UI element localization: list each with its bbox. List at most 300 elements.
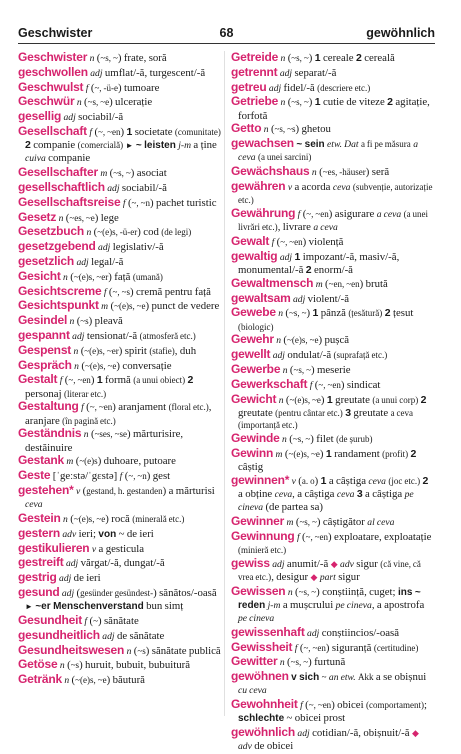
translation-text: pânză (318, 307, 349, 320)
dictionary-entry (231, 698, 435, 725)
grammar-label: adj (65, 558, 79, 570)
translation-text: companie (45, 152, 91, 165)
dictionary-entry (18, 125, 221, 166)
entry-headword: Gewitter (231, 654, 278, 669)
translation-text: ) furtună (308, 656, 346, 669)
grammar-label: m (101, 301, 109, 313)
dictionary-entry (18, 512, 221, 526)
sense-number: 1 (326, 393, 333, 406)
entry-headword: getreu (231, 79, 267, 94)
grammar-label: m (275, 448, 283, 460)
entry-headword: gewissenhaft (231, 624, 305, 639)
grammar-label: n (86, 227, 92, 239)
entry-headword: gewinnen* (231, 472, 290, 487)
translation-text: ) siguranță (325, 641, 374, 654)
translation-text: ( (268, 123, 275, 136)
sense-number: 1 (312, 307, 319, 320)
dictionary-entry (231, 180, 435, 206)
translation-text: personaj (25, 387, 64, 400)
gloss-note: (atmosferă etc.) (139, 330, 196, 341)
translation-text: ( (74, 315, 81, 328)
grammar-label: adj (90, 67, 103, 79)
sense-number: 3 (356, 487, 363, 500)
gloss-note: (minieră etc.) (238, 544, 287, 555)
gloss-note: (minerală etc.) (132, 513, 185, 524)
translation-text: ondulat/-ă (284, 349, 334, 362)
diamond-icon: ◆ (310, 571, 318, 582)
translation-text: ( (74, 586, 81, 599)
translation-text: umflat/-ă, turgescent/-ă (102, 66, 206, 79)
entry-headword: Gestank (18, 453, 64, 468)
grammar-label: a ceva (376, 208, 402, 220)
grammar-label: adj (107, 182, 120, 194)
translation-text: ( (295, 474, 302, 487)
dictionary-entry (18, 644, 221, 658)
translation-text: ) față (108, 270, 133, 283)
guide-word-left: Geschwister (18, 26, 93, 40)
translation-text: ) frate, soră (117, 52, 167, 64)
gloss-note: (de legi) (161, 227, 192, 238)
translation-text: de ieri (71, 572, 101, 585)
dictionary-entry (18, 400, 221, 426)
grammar-label: n (83, 429, 89, 441)
sense-number: 2 (25, 139, 31, 152)
dictionary-entry (231, 670, 435, 697)
grammar-label: n (59, 660, 65, 672)
dictionary-entry (18, 629, 221, 643)
gloss-note: ~, ~en (89, 402, 113, 413)
grammar-label: ceva (25, 499, 43, 511)
gloss-note: (certitudine) (373, 642, 419, 653)
gloss-note: (joc etc.) (388, 475, 421, 486)
translation-text: ( (285, 52, 292, 64)
entry-headword: Getriebe (231, 94, 279, 109)
dictionary-entry (231, 207, 435, 234)
phrase-example: v sich (291, 672, 320, 684)
entry-headword: Gewährung (231, 205, 296, 220)
grammar-label: pe cineva (238, 488, 414, 513)
gloss-note: (țesătură) (348, 308, 383, 319)
dictionary-entry (18, 81, 221, 95)
translation-text: ) pușcă (318, 334, 350, 347)
translation-text: , desigur (271, 570, 311, 583)
translation-text: ) gest (146, 470, 171, 483)
entry-headword: gewöhnlich (231, 725, 296, 740)
dictionary-entry (231, 66, 435, 80)
grammar-label: adj (292, 293, 306, 305)
translation-text: vărgat/-ă, dungat/-ă (78, 557, 165, 570)
grammar-label: f (119, 471, 123, 483)
grammar-label: f (89, 126, 93, 138)
gloss-note: gestand, h. gestanden (86, 485, 163, 496)
grammar-label: n (76, 97, 82, 109)
gloss-note: a. o (301, 475, 315, 486)
translation-text: ( (83, 401, 90, 414)
dictionary-entry (18, 51, 221, 65)
translation-text: ( (283, 307, 290, 320)
entry-headword: gewiss (231, 555, 270, 570)
dictionary-entry (18, 614, 221, 628)
grammar-label: f (297, 208, 301, 220)
dictionary-entry (18, 225, 221, 239)
dictionary-entry (231, 530, 435, 556)
translation-text: a acorda (292, 180, 333, 193)
translation-text: a obține (238, 487, 275, 500)
translation-text: ~ obicei prost (284, 712, 346, 725)
entry-headword: gestern (18, 525, 60, 540)
entry-headword: Gesundheit (18, 612, 83, 627)
entry-headword: Geschwister (18, 50, 88, 64)
translation-text: ) pleavă (88, 315, 123, 328)
gloss-note: (că vine, că vrea etc.) (238, 558, 421, 582)
translation-text: ( (78, 359, 85, 372)
translation-text: ) asigurare (328, 207, 377, 220)
grammar-label: f (81, 402, 84, 414)
dictionary-entry (18, 285, 221, 299)
dictionary-entry (18, 95, 221, 109)
translation-text: ) aranjament (112, 401, 169, 414)
translation-text: ) sindicat (340, 378, 381, 391)
translation-text: ) (308, 52, 315, 64)
gloss-note: ~s, ~ (291, 53, 309, 63)
translation-text: ( (94, 52, 101, 64)
translation-text: ) a mărturisi (162, 484, 215, 497)
gloss-note: ~s, ~ (293, 364, 311, 375)
grammar-label: n (64, 675, 70, 687)
phrase-example: ~ sein (296, 139, 325, 151)
grammar-label: adj (307, 627, 320, 639)
dictionary-entry (231, 432, 435, 446)
translation-text: ( (284, 656, 291, 669)
translation-text: ) conștiință, cuget; (316, 585, 398, 598)
dictionary-entry (18, 373, 221, 399)
translation-text: ( (283, 393, 290, 406)
grammar-label: adj (268, 82, 282, 94)
translation-text: a se obișnui (373, 671, 427, 684)
translation-text: greutate (332, 393, 373, 406)
phrase-example: schlechte (238, 713, 285, 725)
sense-number: 2 (387, 96, 393, 109)
translation-text: ( (131, 644, 138, 657)
translation-text: ( (78, 344, 85, 357)
grammar-label: f (59, 375, 63, 387)
entry-headword: gesetzlich (18, 253, 75, 268)
dictionary-entry (231, 363, 435, 377)
translation-text: agitație, forfotă (238, 96, 430, 122)
dictionary-entry (231, 235, 435, 249)
gloss-note: ~s, ~ (289, 308, 307, 319)
entry-headword: Gewächshaus (231, 164, 310, 179)
translation-text: ) sănătos/-oasă (153, 586, 217, 599)
gloss-note: ~(e)s, ~e (114, 301, 146, 312)
translation-text: ( (108, 300, 115, 313)
translation-text: ) punct de vedere (145, 300, 220, 313)
left-column (18, 51, 221, 688)
gloss-note: ~(e)s, ~e (75, 675, 107, 686)
translation-text: ( (299, 530, 306, 543)
translation-text: ( (125, 196, 132, 209)
gloss-note: ~(e)s, ~er (73, 271, 109, 282)
grammar-label: n (276, 335, 282, 347)
gloss-note: ~, ~en (280, 236, 303, 247)
translation-text: a câștiga (326, 474, 369, 487)
translation-text: ) meserie (310, 363, 351, 376)
entry-headword: Gestalt (18, 372, 58, 387)
grammar-label: m (286, 516, 294, 528)
entry-headword: gestehen* (18, 482, 74, 497)
dictionary-entry (231, 626, 435, 640)
translation-text: ( (63, 211, 70, 224)
translation-text: ( (312, 378, 319, 391)
gloss-note: ~s (70, 660, 80, 671)
arrow-icon: ► (125, 141, 134, 151)
guide-word-right: gewöhnlich (366, 26, 435, 40)
entry-headword: Getöse (18, 657, 58, 672)
sense-number: 1 (314, 52, 321, 64)
grammar-label: v (287, 181, 293, 193)
translation-text: ( (73, 455, 80, 468)
gloss-note: ~s, ~e (87, 97, 110, 108)
gloss-note: ~s, ~ (291, 97, 309, 108)
grammar-label: n (126, 645, 132, 657)
gloss-note: ~(e)s, ~e (73, 513, 106, 524)
grammar-label: ceva (274, 488, 293, 500)
entry-headword: getrennt (231, 64, 278, 79)
entry-headword: Gewinde (231, 430, 280, 445)
grammar-label: adv (238, 741, 252, 753)
entry-headword: gewellt (231, 347, 271, 362)
dictionary-entry (18, 454, 221, 468)
grammar-label: adj (272, 558, 285, 570)
entry-headword: gewachsen (231, 136, 294, 151)
gloss-note: ~, ~en (98, 126, 121, 137)
dictionary-entry (18, 542, 221, 556)
translation-text: a gesticula (96, 542, 145, 555)
grammar-label: part (319, 571, 336, 583)
entry-headword: gespannt (18, 327, 70, 342)
dictionary-entry (18, 240, 221, 254)
grammar-label: ceva (332, 181, 351, 193)
entry-headword: gewöhnen (231, 669, 289, 684)
dictionary-entry (231, 277, 435, 291)
gloss-note: (în pagină etc.) (62, 415, 116, 426)
translation-text: , aranjare (25, 401, 212, 427)
translation-text: ( (106, 285, 113, 298)
translation-text: ) tumoare (118, 81, 160, 94)
sense-number: 1 (126, 125, 133, 138)
entry-headword: Gesichtspunkt (18, 298, 99, 313)
grammar-label: adj (279, 67, 293, 79)
translation-text: de sănătate (114, 629, 165, 642)
entry-headword: Geschwulst (18, 79, 84, 94)
gloss-note: ~(e)s, -ü-er (97, 227, 138, 238)
entry-headword: Gewissen (231, 583, 286, 598)
gloss-note: a fi pe măsura (360, 139, 411, 150)
translation-text: țesut (390, 307, 414, 320)
header-rule (18, 43, 435, 44)
translation-text: ) huruit, bubuit, bubuitură (79, 659, 191, 672)
gloss-note: ~(e)s, ~e (289, 394, 321, 405)
translation-text: ) sănătate (97, 614, 139, 627)
translation-text: ( (122, 470, 129, 483)
grammar-label: adj (59, 573, 72, 585)
grammar-label: al ceva (367, 516, 395, 528)
dictionary-entry (18, 270, 221, 284)
gloss-note: ~s, ~s (274, 124, 296, 135)
grammar-label: m (66, 456, 74, 468)
dictionary-entry (18, 527, 221, 541)
translation-text: ( (80, 484, 87, 497)
entry-headword: Gesindel (18, 313, 68, 328)
translation-text: ( (107, 167, 114, 180)
entry-headword: Gesetzbuch (18, 224, 85, 239)
translation-text: sociabil/-ă (119, 181, 167, 194)
translation-text: ( (64, 659, 71, 672)
gloss-note: (descriere etc.) (317, 82, 371, 93)
grammar-label: adj (98, 242, 111, 254)
gloss-note: (comercială) (77, 140, 124, 151)
translation-text: , a apostrofa (371, 598, 425, 611)
translation-text: ( (67, 512, 74, 525)
dictionary-entry (231, 655, 435, 669)
dictionary-entry (231, 95, 435, 121)
entry-headword: Gewinnung (231, 528, 295, 543)
dictionary-entry (18, 110, 221, 124)
gloss-note: ~, ~en (308, 700, 332, 711)
entry-headword: Gewicht (231, 391, 277, 406)
entry-headword: Gespenst (18, 342, 72, 357)
translation-text: bun simț (143, 600, 184, 613)
grammar-label: n (311, 167, 317, 179)
translation-text: ; (423, 699, 427, 712)
grammar-label: f (271, 236, 275, 248)
grammar-label: n (278, 394, 284, 406)
dictionary-entry (18, 166, 221, 180)
gloss-note: ~, -ü-e (94, 82, 118, 93)
sense-number: 2 (187, 374, 194, 387)
translation-text: ( (293, 515, 300, 528)
grammar-label: n (263, 124, 269, 136)
grammar-label: cu ceva (238, 685, 267, 697)
entry-headword: Gewinn (231, 445, 274, 460)
grammar-label: adj (61, 587, 75, 599)
grammar-label: n (278, 308, 284, 320)
grammar-label: ceva (368, 475, 386, 487)
dictionary-entry (231, 515, 435, 529)
gloss-note: ~, ~n (131, 197, 150, 208)
gloss-note: ~s, ~ (298, 586, 317, 597)
entry-headword: Gewohnheit (231, 697, 298, 712)
dictionary-entry (18, 344, 221, 358)
entry-headword: Gewerbe (231, 361, 281, 376)
dictionary-entry (231, 137, 435, 164)
translation-text: ) mărturisire, destăinuire (25, 428, 184, 454)
translation-text: ( (316, 166, 323, 179)
entry-headword: Gesellschafter (18, 165, 98, 180)
grammar-label: n (280, 53, 286, 64)
entry-headword: Geschwür (18, 94, 75, 109)
entry-headword: Gewinner (231, 513, 285, 528)
translation-text: ) cod (137, 226, 162, 239)
phrase-example: von (98, 528, 117, 540)
phrase-example: ~er Menschenverstand (35, 601, 144, 613)
grammar-label: v (291, 475, 296, 487)
gloss-note: ~en, ~en (328, 278, 360, 289)
translation-text: greutate (238, 406, 276, 419)
translation-text: ) filet (310, 432, 337, 445)
translation-text: ) (314, 474, 321, 487)
gloss-note: (stafie) (149, 345, 175, 356)
grammar-label: n (280, 97, 286, 109)
dictionary-entry (18, 66, 221, 80)
sense-number: 2 (355, 52, 362, 64)
grammar-label: n (63, 513, 68, 525)
gloss-note: ~, ~en (305, 531, 329, 542)
translation-text: , a câștiga (292, 487, 337, 500)
translation-text: formă (102, 374, 134, 387)
gloss-note: (comunitate) (174, 126, 221, 137)
grammar-label: n (58, 212, 64, 224)
dictionary-entry (18, 658, 221, 672)
translation-text: ( (282, 447, 289, 460)
dictionary-entry (18, 255, 221, 269)
sense-number: 2 (420, 393, 427, 406)
translation-text: [ˈgeːstə/ˈgɛstə] (52, 470, 120, 483)
page-number: 68 (219, 26, 234, 40)
sense-number: 3 (345, 406, 352, 419)
grammar-label: an etw. (328, 672, 356, 684)
gloss-note: (literar etc.) (63, 388, 107, 399)
grammar-label: a ceva (313, 222, 338, 234)
grammar-label: adj (272, 350, 285, 362)
grammar-label: f (122, 197, 126, 209)
translation-text: violent/-ă (305, 292, 350, 305)
translation-text: ( (87, 614, 94, 627)
translation-text: ) conversație (116, 359, 172, 372)
entry-headword: gewaltig (231, 248, 278, 263)
entry-headword: gestreift (18, 555, 64, 570)
dictionary-entry (231, 557, 435, 584)
sense-number: 1 (320, 474, 327, 487)
grammar-label: f (85, 82, 89, 94)
dictionary-entry (18, 469, 221, 483)
translation-text: ( (302, 699, 309, 712)
dictionary-entry (18, 329, 221, 343)
translation-text: ) cremă pentru față (129, 285, 211, 298)
grammar-label: m (100, 168, 108, 180)
dictionary-entry (231, 51, 435, 65)
translation-text: companie (30, 139, 78, 152)
entry-headword: gesellig (18, 109, 62, 124)
entry-headword: gesund (18, 584, 60, 599)
translation-text: ) (306, 307, 313, 320)
gloss-note: ~es, -häuser (322, 167, 366, 178)
grammar-label: adj (72, 330, 85, 342)
grammar-label: j-m (178, 140, 192, 152)
gloss-note: ~s, ~ (299, 516, 317, 527)
dictionary-entry (231, 122, 435, 136)
entry-headword: Gestein (18, 510, 61, 525)
translation-text: ( (91, 226, 98, 239)
grammar-label: n (89, 53, 95, 64)
grammar-label: f (84, 615, 88, 627)
gloss-note: ~ (321, 672, 327, 683)
gloss-note: (umană) (132, 271, 163, 282)
gloss-note: (subvenție, autorizație etc.) (238, 181, 433, 206)
translation-text: fidel/-ă (281, 81, 318, 94)
gloss-note: ~s, ~ (290, 657, 309, 668)
translation-text: ( (286, 432, 293, 445)
